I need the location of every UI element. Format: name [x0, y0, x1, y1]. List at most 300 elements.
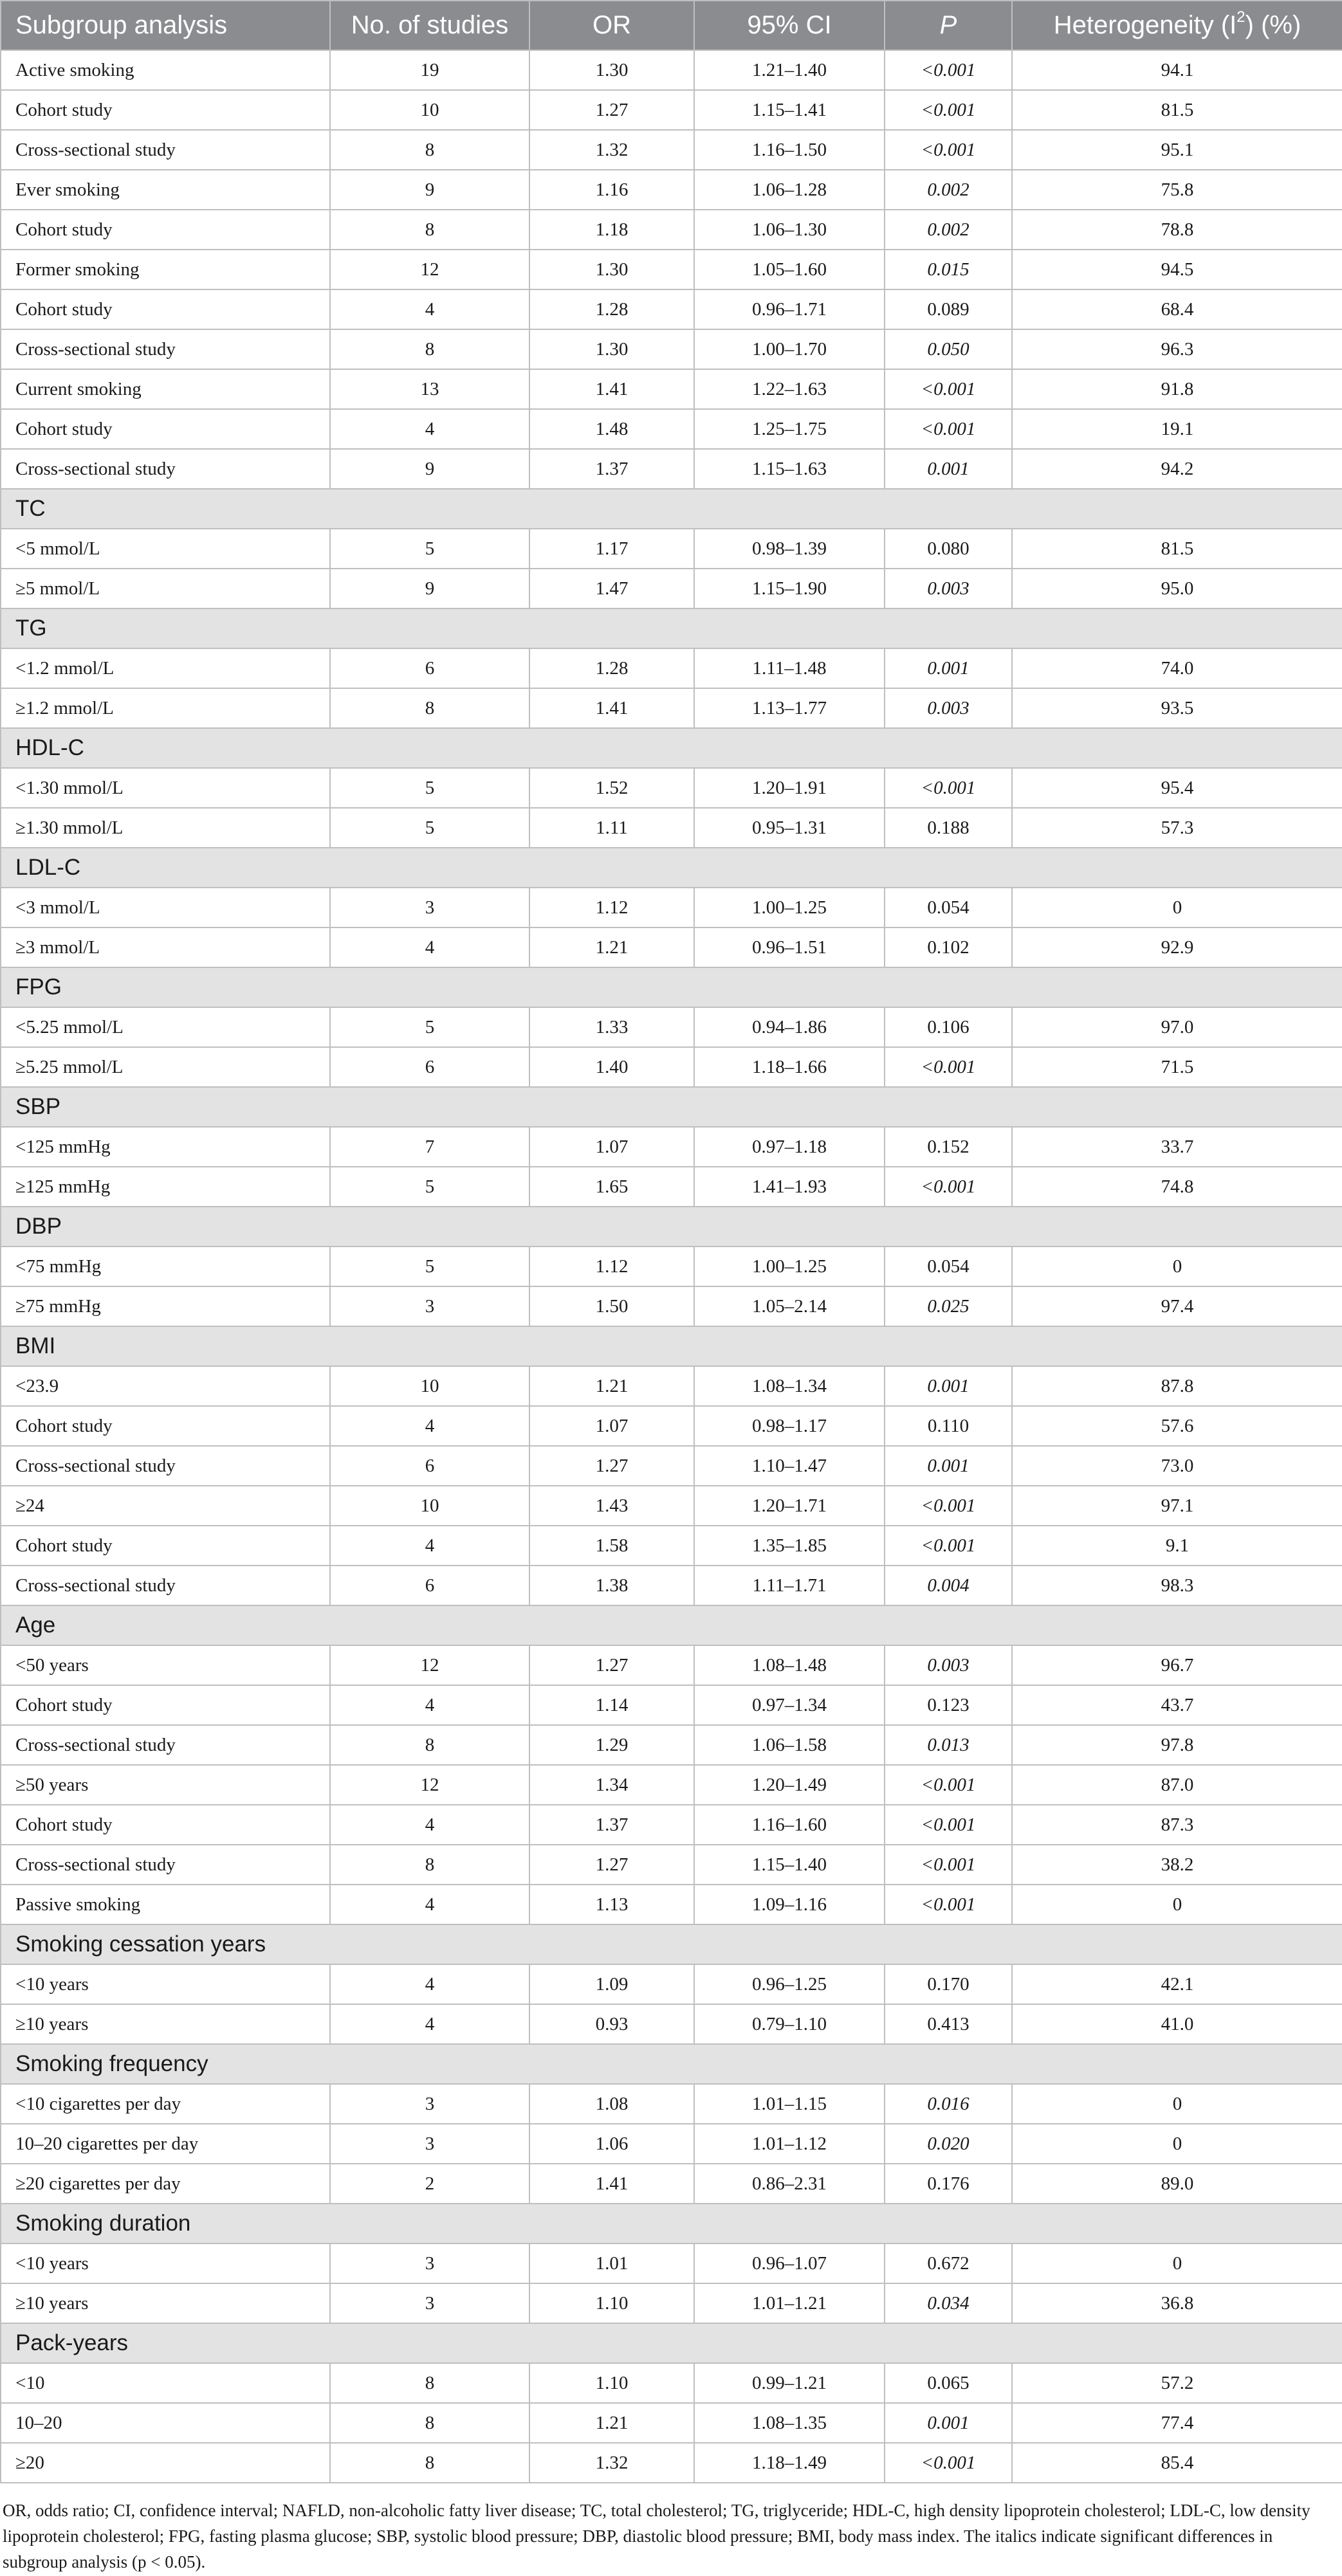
- studies-cell: 4: [330, 1964, 529, 2004]
- studies-cell: 5: [330, 529, 529, 569]
- p-value-cell: 0.003: [885, 569, 1012, 608]
- subgroup-cell: Cross-sectional study: [1, 1845, 330, 1885]
- ci-cell: 1.15–1.90: [694, 569, 885, 608]
- or-cell: 1.41: [529, 369, 694, 409]
- heterogeneity-cell: 96.3: [1012, 329, 1342, 369]
- studies-cell: 2: [330, 2164, 529, 2204]
- table-row: [1, 50, 1342, 90]
- subgroup-cell: Cohort study: [1, 90, 330, 130]
- table-row: [1, 529, 1342, 569]
- heterogeneity-cell: 98.3: [1012, 1566, 1342, 1605]
- table-body: [1, 50, 1342, 2483]
- studies-cell: 3: [330, 2243, 529, 2283]
- subgroup-cell: <10 cigarettes per day: [1, 2084, 330, 2124]
- subgroup-cell: Cross-sectional study: [1, 1446, 330, 1486]
- table-row: [1, 1765, 1342, 1805]
- p-value-cell: 0.413: [885, 2004, 1012, 2044]
- or-cell: 1.47: [529, 569, 694, 608]
- table-row: [1, 569, 1342, 608]
- heterogeneity-cell: 94.1: [1012, 50, 1342, 90]
- ci-cell: 1.41–1.93: [694, 1167, 885, 1207]
- studies-cell: 4: [330, 2004, 529, 2044]
- p-value-cell: 0.102: [885, 927, 1012, 967]
- table-row: [1, 2403, 1342, 2443]
- or-cell: 1.27: [529, 1845, 694, 1885]
- ci-cell: 0.96–1.25: [694, 1964, 885, 2004]
- table-row: [1, 1845, 1342, 1885]
- ci-cell: 1.16–1.50: [694, 130, 885, 170]
- or-cell: 1.27: [529, 90, 694, 130]
- ci-cell: 1.00–1.25: [694, 888, 885, 927]
- subgroup-cell: 10–20 cigarettes per day: [1, 2124, 330, 2164]
- studies-cell: 4: [330, 1406, 529, 1446]
- subgroup-cell: ≥5 mmol/L: [1, 569, 330, 608]
- studies-cell: 4: [330, 1805, 529, 1845]
- or-cell: 1.30: [529, 329, 694, 369]
- p-value-cell: <0.001: [885, 1486, 1012, 1526]
- studies-cell: 6: [330, 1566, 529, 1605]
- ci-cell: 1.11–1.48: [694, 648, 885, 688]
- studies-cell: 8: [330, 1845, 529, 1885]
- subgroup-cell: <5.25 mmol/L: [1, 1007, 330, 1047]
- or-cell: 1.32: [529, 2443, 694, 2483]
- or-cell: 1.32: [529, 130, 694, 170]
- section-row: [1, 489, 1342, 529]
- section-row: [1, 2044, 1342, 2084]
- or-cell: 1.65: [529, 1167, 694, 1207]
- or-cell: 1.14: [529, 1685, 694, 1725]
- studies-cell: 6: [330, 648, 529, 688]
- subgroup-cell: <10: [1, 2363, 330, 2403]
- heterogeneity-cell: 87.3: [1012, 1805, 1342, 1845]
- header-subgroup: Subgroup analysis: [1, 1, 330, 50]
- or-cell: 1.21: [529, 2403, 694, 2443]
- studies-cell: 4: [330, 927, 529, 967]
- subgroup-cell: <50 years: [1, 1645, 330, 1685]
- p-value-cell: 0.002: [885, 210, 1012, 250]
- p-value-cell: <0.001: [885, 768, 1012, 808]
- heterogeneity-cell: 0: [1012, 888, 1342, 927]
- heterogeneity-cell: 95.1: [1012, 130, 1342, 170]
- table-row: [1, 1685, 1342, 1725]
- or-cell: 1.34: [529, 1765, 694, 1805]
- heterogeneity-cell: 0: [1012, 2243, 1342, 2283]
- heterogeneity-cell: 92.9: [1012, 927, 1342, 967]
- subgroup-cell: Cross-sectional study: [1, 329, 330, 369]
- p-value-cell: 0.001: [885, 1366, 1012, 1406]
- studies-cell: 3: [330, 2084, 529, 2124]
- studies-cell: 8: [330, 688, 529, 728]
- table-row: [1, 1007, 1342, 1047]
- subgroup-cell: <10 years: [1, 2243, 330, 2283]
- table-row: [1, 1446, 1342, 1486]
- table-row: [1, 1366, 1342, 1406]
- subgroup-cell: <3 mmol/L: [1, 888, 330, 927]
- heterogeneity-cell: 68.4: [1012, 289, 1342, 329]
- or-cell: 1.06: [529, 2124, 694, 2164]
- or-cell: 1.29: [529, 1725, 694, 1765]
- studies-cell: 5: [330, 1247, 529, 1286]
- header-studies: No. of studies: [330, 1, 529, 50]
- or-cell: 1.58: [529, 1526, 694, 1566]
- or-cell: 1.37: [529, 1805, 694, 1845]
- ci-cell: 0.95–1.31: [694, 808, 885, 848]
- section-label: BMI: [1, 1326, 1342, 1366]
- or-cell: 1.27: [529, 1645, 694, 1685]
- subgroup-cell: ≥1.2 mmol/L: [1, 688, 330, 728]
- subgroup-cell: Cohort study: [1, 1685, 330, 1725]
- ci-cell: 0.97–1.34: [694, 1685, 885, 1725]
- table-row: [1, 648, 1342, 688]
- p-value-cell: 0.001: [885, 2403, 1012, 2443]
- or-cell: 1.08: [529, 2084, 694, 2124]
- p-value-cell: <0.001: [885, 369, 1012, 409]
- section-label: SBP: [1, 1087, 1342, 1127]
- table-row: [1, 1167, 1342, 1207]
- subgroup-cell: Cross-sectional study: [1, 449, 330, 489]
- ci-cell: 1.20–1.49: [694, 1765, 885, 1805]
- subgroup-cell: <23.9: [1, 1366, 330, 1406]
- studies-cell: 10: [330, 1486, 529, 1526]
- subgroup-cell: ≥20: [1, 2443, 330, 2483]
- subgroup-cell: Cohort study: [1, 210, 330, 250]
- p-value-cell: 0.020: [885, 2124, 1012, 2164]
- table-header: [1, 1, 1342, 50]
- or-cell: 1.52: [529, 768, 694, 808]
- table-row: [1, 1286, 1342, 1326]
- section-row: [1, 1326, 1342, 1366]
- heterogeneity-cell: 87.0: [1012, 1765, 1342, 1805]
- subgroup-cell: <5 mmol/L: [1, 529, 330, 569]
- p-value-cell: 0.002: [885, 170, 1012, 210]
- studies-cell: 4: [330, 1526, 529, 1566]
- ci-cell: 0.97–1.18: [694, 1127, 885, 1167]
- table-row: [1, 1047, 1342, 1087]
- table-row: [1, 1526, 1342, 1566]
- or-cell: 1.40: [529, 1047, 694, 1087]
- ci-cell: 0.96–1.71: [694, 289, 885, 329]
- or-cell: 1.38: [529, 1566, 694, 1605]
- p-value-cell: 0.065: [885, 2363, 1012, 2403]
- table-row: [1, 2443, 1342, 2483]
- or-cell: 1.11: [529, 808, 694, 848]
- ci-cell: 1.10–1.47: [694, 1446, 885, 1486]
- studies-cell: 4: [330, 1885, 529, 1924]
- studies-cell: 8: [330, 2403, 529, 2443]
- p-value-cell: <0.001: [885, 2443, 1012, 2483]
- p-value-cell: <0.001: [885, 1047, 1012, 1087]
- section-row: [1, 967, 1342, 1007]
- table-row: [1, 1964, 1342, 2004]
- header-p-label: P: [939, 11, 957, 39]
- subgroup-cell: <75 mmHg: [1, 1247, 330, 1286]
- p-value-cell: <0.001: [885, 90, 1012, 130]
- table-row: [1, 1486, 1342, 1526]
- subgroup-cell: ≥10 years: [1, 2004, 330, 2044]
- ci-cell: 0.94–1.86: [694, 1007, 885, 1047]
- ci-cell: 0.98–1.17: [694, 1406, 885, 1446]
- table-row: [1, 2363, 1342, 2403]
- p-value-cell: <0.001: [885, 1845, 1012, 1885]
- heterogeneity-cell: 0: [1012, 1247, 1342, 1286]
- section-row: [1, 1207, 1342, 1247]
- ci-cell: 1.15–1.40: [694, 1845, 885, 1885]
- or-cell: 1.16: [529, 170, 694, 210]
- subgroup-cell: Current smoking: [1, 369, 330, 409]
- p-value-cell: 0.123: [885, 1685, 1012, 1725]
- heterogeneity-cell: 93.5: [1012, 688, 1342, 728]
- ci-cell: 1.00–1.25: [694, 1247, 885, 1286]
- studies-cell: 9: [330, 449, 529, 489]
- heterogeneity-cell: 73.0: [1012, 1446, 1342, 1486]
- p-value-cell: <0.001: [885, 1765, 1012, 1805]
- ci-cell: 1.01–1.12: [694, 2124, 885, 2164]
- section-label: TG: [1, 608, 1342, 648]
- subgroup-cell: Active smoking: [1, 50, 330, 90]
- ci-cell: 0.79–1.10: [694, 2004, 885, 2044]
- studies-cell: 5: [330, 1167, 529, 1207]
- p-value-cell: 0.089: [885, 289, 1012, 329]
- table-row: [1, 449, 1342, 489]
- heterogeneity-cell: 0: [1012, 2124, 1342, 2164]
- ci-cell: 0.86–2.31: [694, 2164, 885, 2204]
- p-value-cell: 0.004: [885, 1566, 1012, 1605]
- studies-cell: 8: [330, 130, 529, 170]
- table-row: [1, 409, 1342, 449]
- ci-cell: 0.96–1.07: [694, 2243, 885, 2283]
- or-cell: 1.27: [529, 1446, 694, 1486]
- heterogeneity-cell: 19.1: [1012, 409, 1342, 449]
- heterogeneity-cell: 75.8: [1012, 170, 1342, 210]
- ci-cell: 1.11–1.71: [694, 1566, 885, 1605]
- heterogeneity-cell: 42.1: [1012, 1964, 1342, 2004]
- header-or: OR: [529, 1, 694, 50]
- studies-cell: 4: [330, 1685, 529, 1725]
- or-cell: 1.01: [529, 2243, 694, 2283]
- studies-cell: 7: [330, 1127, 529, 1167]
- table-row: [1, 1247, 1342, 1286]
- heterogeneity-cell: 97.0: [1012, 1007, 1342, 1047]
- subgroup-cell: <125 mmHg: [1, 1127, 330, 1167]
- studies-cell: 10: [330, 90, 529, 130]
- table-row: [1, 1566, 1342, 1605]
- studies-cell: 4: [330, 289, 529, 329]
- subgroup-cell: ≥50 years: [1, 1765, 330, 1805]
- p-value-cell: 0.001: [885, 1446, 1012, 1486]
- section-label: Smoking cessation years: [1, 1924, 1342, 1964]
- or-cell: 1.28: [529, 289, 694, 329]
- heterogeneity-cell: 0: [1012, 2084, 1342, 2124]
- ci-cell: 1.06–1.58: [694, 1725, 885, 1765]
- subgroup-cell: Cross-sectional study: [1, 1725, 330, 1765]
- section-row: [1, 1924, 1342, 1964]
- p-value-cell: 0.025: [885, 1286, 1012, 1326]
- or-cell: 1.50: [529, 1286, 694, 1326]
- ci-cell: 1.25–1.75: [694, 409, 885, 449]
- p-value-cell: 0.106: [885, 1007, 1012, 1047]
- table-row: [1, 130, 1342, 170]
- ci-cell: 1.22–1.63: [694, 369, 885, 409]
- p-value-cell: 0.170: [885, 1964, 1012, 2004]
- studies-cell: 3: [330, 2283, 529, 2323]
- subgroup-cell: Cohort study: [1, 409, 330, 449]
- heterogeneity-cell: 43.7: [1012, 1685, 1342, 1725]
- subgroup-cell: Cross-sectional study: [1, 1566, 330, 1605]
- or-cell: 0.93: [529, 2004, 694, 2044]
- header-het-superscript: 2: [1236, 8, 1245, 26]
- p-value-cell: 0.013: [885, 1725, 1012, 1765]
- p-value-cell: 0.054: [885, 1247, 1012, 1286]
- heterogeneity-cell: 95.0: [1012, 569, 1342, 608]
- p-value-cell: 0.188: [885, 808, 1012, 848]
- heterogeneity-cell: 57.2: [1012, 2363, 1342, 2403]
- or-cell: 1.28: [529, 648, 694, 688]
- table-row: [1, 90, 1342, 130]
- p-value-cell: 0.672: [885, 2243, 1012, 2283]
- studies-cell: 12: [330, 1645, 529, 1685]
- table-row: [1, 369, 1342, 409]
- studies-cell: 5: [330, 768, 529, 808]
- studies-cell: 10: [330, 1366, 529, 1406]
- section-row: [1, 2204, 1342, 2243]
- ci-cell: 1.05–2.14: [694, 1286, 885, 1326]
- ci-cell: 1.01–1.21: [694, 2283, 885, 2323]
- ci-cell: 1.01–1.15: [694, 2084, 885, 2124]
- subgroup-cell: Cross-sectional study: [1, 130, 330, 170]
- heterogeneity-cell: 97.1: [1012, 1486, 1342, 1526]
- subgroup-cell: ≥125 mmHg: [1, 1167, 330, 1207]
- p-value-cell: <0.001: [885, 130, 1012, 170]
- heterogeneity-cell: 71.5: [1012, 1047, 1342, 1087]
- studies-cell: 6: [330, 1446, 529, 1486]
- ci-cell: 0.96–1.51: [694, 927, 885, 967]
- p-value-cell: 0.001: [885, 449, 1012, 489]
- subgroup-cell: <1.30 mmol/L: [1, 768, 330, 808]
- subgroup-cell: Passive smoking: [1, 1885, 330, 1924]
- table-row: [1, 1645, 1342, 1685]
- or-cell: 1.07: [529, 1406, 694, 1446]
- heterogeneity-cell: 97.8: [1012, 1725, 1342, 1765]
- studies-cell: 8: [330, 210, 529, 250]
- or-cell: 1.13: [529, 1885, 694, 1924]
- heterogeneity-cell: 74.8: [1012, 1167, 1342, 1207]
- table-row: [1, 927, 1342, 967]
- heterogeneity-cell: 87.8: [1012, 1366, 1342, 1406]
- heterogeneity-cell: 81.5: [1012, 529, 1342, 569]
- section-label: Pack-years: [1, 2323, 1342, 2363]
- table-row: [1, 888, 1342, 927]
- ci-cell: 1.20–1.91: [694, 768, 885, 808]
- p-value-cell: 0.054: [885, 888, 1012, 927]
- subgroup-cell: Cohort study: [1, 1805, 330, 1845]
- or-cell: 1.12: [529, 1247, 694, 1286]
- subgroup-cell: ≥75 mmHg: [1, 1286, 330, 1326]
- p-value-cell: 0.152: [885, 1127, 1012, 1167]
- ci-cell: 1.15–1.41: [694, 90, 885, 130]
- or-cell: 1.21: [529, 927, 694, 967]
- or-cell: 1.30: [529, 250, 694, 289]
- p-value-cell: 0.003: [885, 1645, 1012, 1685]
- heterogeneity-cell: 89.0: [1012, 2164, 1342, 2204]
- subgroup-cell: Cohort study: [1, 289, 330, 329]
- or-cell: 1.10: [529, 2283, 694, 2323]
- table-row: [1, 2164, 1342, 2204]
- subgroup-cell: <10 years: [1, 1964, 330, 2004]
- header-het-suffix: ) (%): [1245, 11, 1301, 39]
- studies-cell: 4: [330, 409, 529, 449]
- heterogeneity-cell: 91.8: [1012, 369, 1342, 409]
- heterogeneity-cell: 74.0: [1012, 648, 1342, 688]
- studies-cell: 3: [330, 888, 529, 927]
- section-label: Smoking duration: [1, 2204, 1342, 2243]
- p-value-cell: 0.003: [885, 688, 1012, 728]
- section-label: TC: [1, 489, 1342, 529]
- table-row: [1, 1805, 1342, 1845]
- heterogeneity-cell: 97.4: [1012, 1286, 1342, 1326]
- table-row: [1, 210, 1342, 250]
- ci-cell: 1.08–1.48: [694, 1645, 885, 1685]
- table-row: [1, 2243, 1342, 2283]
- table-row: [1, 2084, 1342, 2124]
- heterogeneity-cell: 94.5: [1012, 250, 1342, 289]
- ci-cell: 0.98–1.39: [694, 529, 885, 569]
- subgroup-cell: Cohort study: [1, 1406, 330, 1446]
- ci-cell: 1.21–1.40: [694, 50, 885, 90]
- subgroup-cell: ≥3 mmol/L: [1, 927, 330, 967]
- studies-cell: 8: [330, 329, 529, 369]
- section-row: [1, 2323, 1342, 2363]
- table-row: [1, 1406, 1342, 1446]
- studies-cell: 3: [330, 2124, 529, 2164]
- studies-cell: 8: [330, 2363, 529, 2403]
- p-value-cell: 0.001: [885, 648, 1012, 688]
- p-value-cell: <0.001: [885, 1526, 1012, 1566]
- p-value-cell: <0.001: [885, 409, 1012, 449]
- ci-cell: 1.18–1.66: [694, 1047, 885, 1087]
- ci-cell: 1.16–1.60: [694, 1805, 885, 1845]
- or-cell: 1.21: [529, 1366, 694, 1406]
- studies-cell: 6: [330, 1047, 529, 1087]
- heterogeneity-cell: 9.1: [1012, 1526, 1342, 1566]
- table-row: [1, 2004, 1342, 2044]
- heterogeneity-cell: 57.3: [1012, 808, 1342, 848]
- section-row: [1, 608, 1342, 648]
- ci-cell: 1.08–1.35: [694, 2403, 885, 2443]
- ci-cell: 1.18–1.49: [694, 2443, 885, 2483]
- table-row: [1, 768, 1342, 808]
- or-cell: 1.10: [529, 2363, 694, 2403]
- header-heterogeneity: [1012, 1, 1342, 50]
- section-label: HDL-C: [1, 728, 1342, 768]
- subgroup-cell: ≥24: [1, 1486, 330, 1526]
- p-value-cell: 0.050: [885, 329, 1012, 369]
- p-value-cell: <0.001: [885, 1805, 1012, 1845]
- section-row: [1, 1605, 1342, 1645]
- section-label: Age: [1, 1605, 1342, 1645]
- studies-cell: 5: [330, 1007, 529, 1047]
- heterogeneity-cell: 78.8: [1012, 210, 1342, 250]
- heterogeneity-cell: 96.7: [1012, 1645, 1342, 1685]
- heterogeneity-cell: 0: [1012, 1885, 1342, 1924]
- or-cell: 1.37: [529, 449, 694, 489]
- studies-cell: 8: [330, 1725, 529, 1765]
- heterogeneity-cell: 36.8: [1012, 2283, 1342, 2323]
- ci-cell: 1.09–1.16: [694, 1885, 885, 1924]
- table-row: [1, 2124, 1342, 2164]
- subgroup-cell: ≥10 years: [1, 2283, 330, 2323]
- table-row: [1, 2283, 1342, 2323]
- or-cell: 1.12: [529, 888, 694, 927]
